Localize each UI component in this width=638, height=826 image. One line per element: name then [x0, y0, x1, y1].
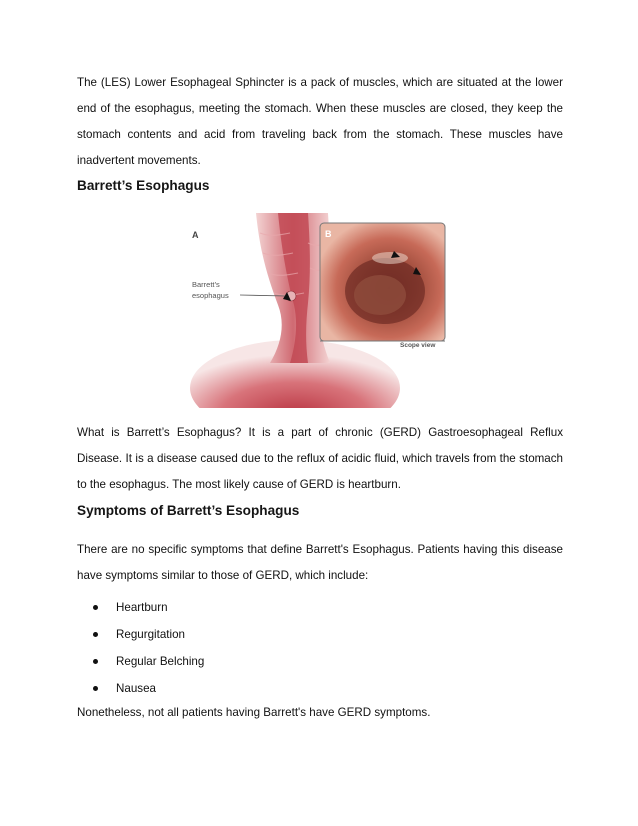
list-item: Heartburn [93, 594, 204, 621]
symptoms-heading: Symptoms of Barrett’s Esophagus [77, 503, 300, 518]
bullet-icon [93, 686, 98, 691]
symptoms-list [93, 594, 204, 702]
bullet-icon [93, 605, 98, 610]
figure-label-a: A [192, 230, 199, 240]
list-item: Regurgitation [93, 621, 204, 648]
bullet-icon [93, 632, 98, 637]
barretts-heading: Barrett’s Esophagus [77, 178, 210, 193]
figure-label-b: B [325, 229, 332, 239]
callout-line-1: Barrett’s [192, 280, 220, 289]
list-item: Nausea [93, 675, 204, 702]
barretts-illustration [190, 213, 450, 408]
symptoms-paragraph: There are no specific symptoms that define Barrett's Esophagus. Patients having this disease have symptoms similar to those of GERD, which include: [77, 543, 563, 582]
bullet-icon [93, 659, 98, 664]
scope-caption: Scope view [400, 342, 436, 349]
barretts-paragraph: What is Barrett’s Esophagus? It is a part of chronic (GERD) Gastroesophageal Reflux Disease. It is a disease caused due to the reflux of acidic fluid, which travels from the stomach to the esophagus. The most likely cause of GERD is heartburn. [77, 426, 563, 491]
list-item: Regular Belching [93, 648, 204, 675]
callout-line-2: esophagus [192, 291, 229, 300]
intro-paragraph: The (LES) Lower Esophageal Sphincter is a pack of muscles, which are situated at the lower end of the esophagus, meeting the stomach. When these muscles are closed, they keep the stomach contents and acid from traveling back from the stomach. These muscles have inadvertent movements. [77, 76, 563, 167]
closing-paragraph: Nonetheless, not all patients having Barrett's have GERD symptoms. [77, 706, 431, 719]
